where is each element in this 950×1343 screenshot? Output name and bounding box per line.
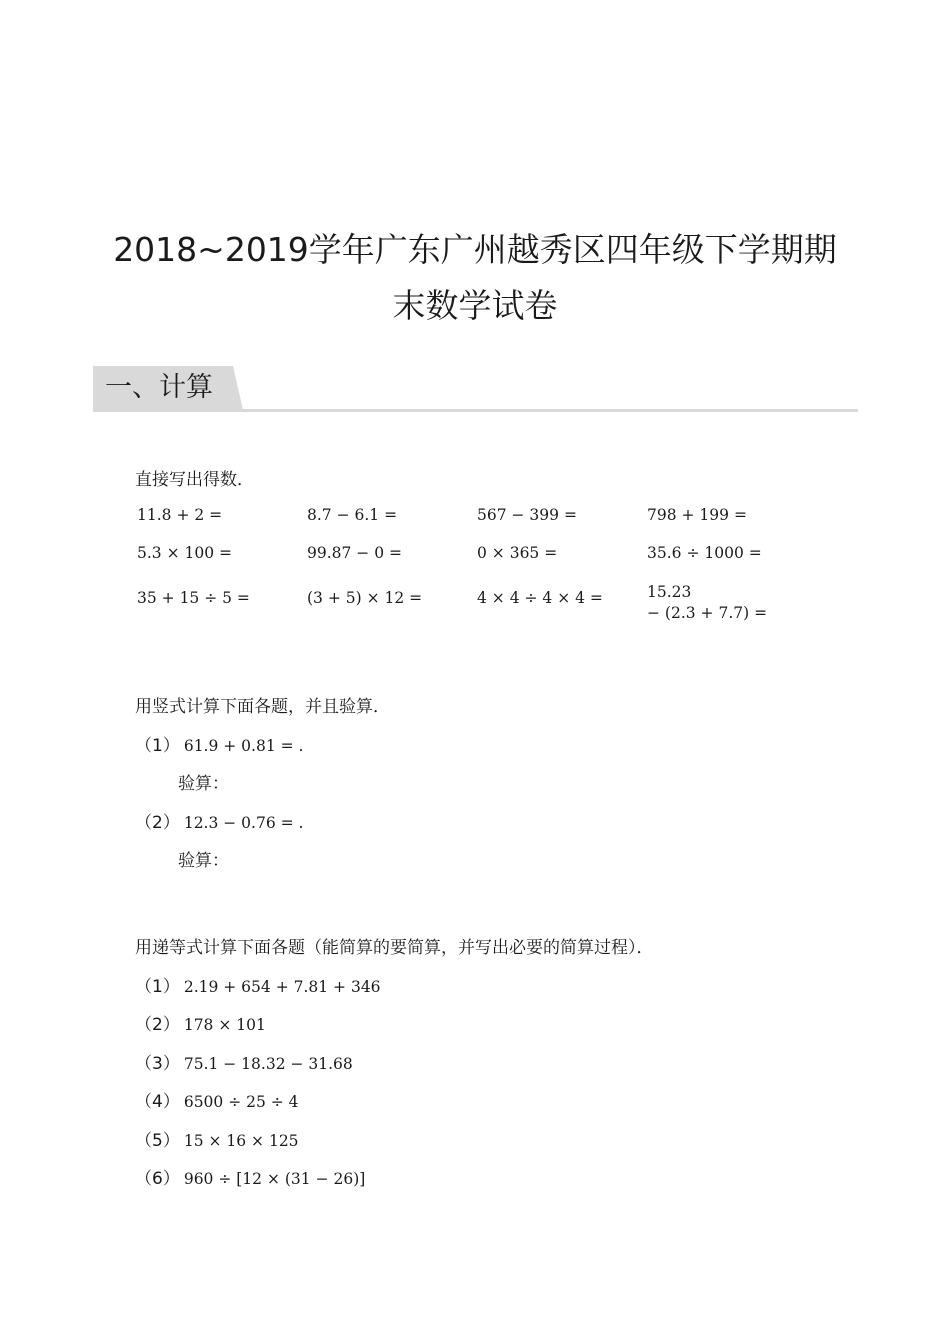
q2-item [135, 731, 303, 756]
q3-item [135, 1164, 365, 1189]
document-title [0, 222, 950, 334]
q3-item-number: （6） [135, 1169, 180, 1189]
q3-item-expression: 75.1 − 18.32 − 31.68 [183, 1055, 353, 1073]
q3-item-expression: 2.19 + 654 + 7.81 + 346 [183, 978, 381, 996]
q1-item: 798 + 199 = [647, 506, 747, 524]
q1-item: 5.3 × 100 = [137, 544, 232, 562]
q3-item-expression: 178 × 101 [183, 1016, 266, 1034]
q3-item-expression: 960 ÷ [12 × (31 − 26)] [183, 1170, 366, 1188]
q1-instruction: 直接写出得数． [135, 470, 254, 490]
q1-item: 8.7 − 6.1 = [307, 506, 398, 524]
title-line-1: 2018~2019学年广东广州越秀区四年级下学期期 [113, 230, 837, 269]
q3-item-number: （2） [135, 1015, 180, 1035]
q3-instruction: 用递等式计算下面各题（能简算的要简算，并写出必要的简算过程）． [135, 938, 654, 958]
q3-item-number: （5） [135, 1131, 180, 1151]
q1-item: 567 − 399 = [477, 506, 577, 524]
title-line-2: 末数学试卷 [392, 286, 558, 325]
q3-item-expression: 6500 ÷ 25 ÷ 4 [183, 1093, 299, 1111]
q2-item [135, 808, 303, 833]
q3-item [135, 1049, 353, 1074]
q1-item-multiline [647, 582, 767, 624]
q3-item [135, 1126, 299, 1151]
q2-item-expression: 61.9 + 0.81 = . [183, 737, 304, 755]
section-underline [93, 409, 858, 412]
q3-item-number: （1） [135, 977, 180, 997]
q3-item-expression: 15 × 16 × 125 [183, 1132, 299, 1150]
q2-item-expression: 12.3 − 0.76 = . [183, 814, 304, 832]
q1-item: (3 + 5) × 12 = [307, 589, 423, 607]
q2-instruction: 用竖式计算下面各题，并且验算． [135, 697, 390, 717]
q3-item [135, 1087, 299, 1112]
q2-item-number: （1） [135, 736, 180, 756]
section-header [93, 366, 858, 412]
q1-item: 99.87 − 0 = [307, 544, 402, 562]
q1-item: 35 + 15 ÷ 5 = [137, 589, 250, 607]
q3-item-number: （4） [135, 1092, 180, 1112]
q1-item-line: − (2.3 + 7.7) = [647, 604, 768, 622]
q2-check-label: 验算： [178, 851, 229, 871]
q1-item: 11.8 + 2 = [137, 506, 223, 524]
q2-item-number: （2） [135, 813, 180, 833]
section-title: 一、计算 [105, 372, 213, 403]
q3-item [135, 1010, 266, 1035]
q1-item-line: 15.23 [647, 583, 692, 601]
q2-check-label: 验算： [178, 774, 229, 794]
q3-item-number: （3） [135, 1054, 180, 1074]
q1-item: 0 × 365 = [477, 544, 558, 562]
q1-item: 35.6 ÷ 1000 = [647, 544, 762, 562]
q1-item: 4 × 4 ÷ 4 × 4 = [477, 589, 603, 607]
q3-item [135, 972, 381, 997]
